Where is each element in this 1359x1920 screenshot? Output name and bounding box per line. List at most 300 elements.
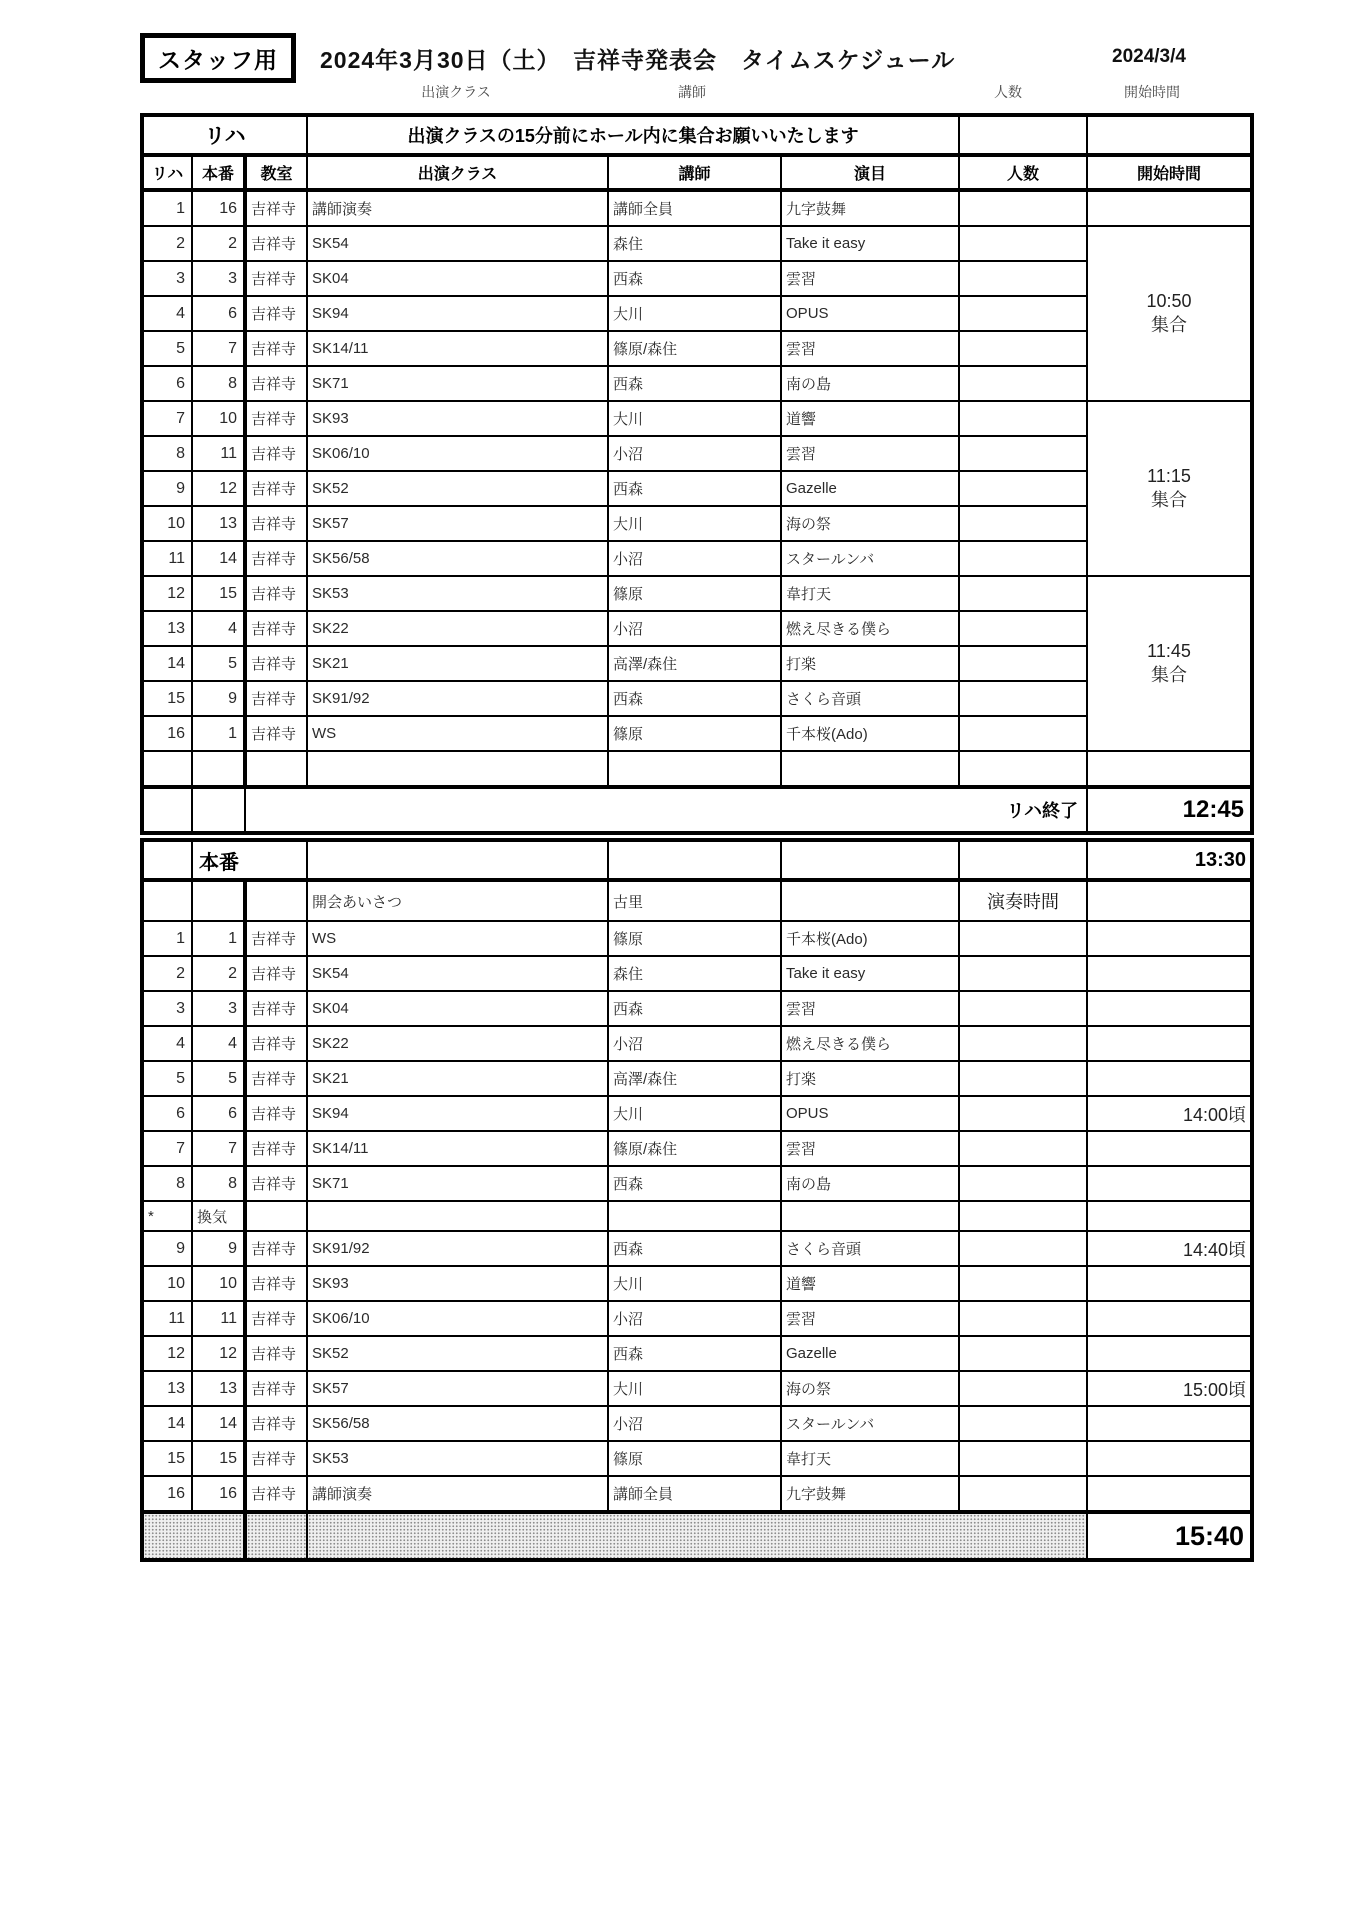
cell-order-no2: 4 <box>192 1026 245 1061</box>
cell-class: WS <box>307 921 608 956</box>
rehearsal-section-label: リハ <box>142 115 307 155</box>
cell-count <box>959 261 1087 296</box>
rehearsal-row <box>142 471 1252 506</box>
cell-riha-no: 4 <box>142 296 192 331</box>
cell-order-no: 13 <box>142 1371 192 1406</box>
rehearsal-row <box>142 190 1252 226</box>
cell-order-no2: 2 <box>192 956 245 991</box>
cell-empty <box>192 787 245 833</box>
cell-teacher: 森住 <box>608 956 781 991</box>
cell-class: SK04 <box>307 261 608 296</box>
cell-honban-no: 2 <box>192 226 245 261</box>
final-row <box>142 1512 1252 1560</box>
rehearsal-end-label: リハ終了 <box>245 787 1087 833</box>
cell-class: SK14/11 <box>307 1131 608 1166</box>
cell-empty <box>781 751 959 787</box>
rehearsal-row <box>142 541 1252 576</box>
cell-order-no2: 8 <box>192 1166 245 1201</box>
staff-label-box: スタッフ用 <box>140 33 296 83</box>
cell-teacher: 西森 <box>608 1231 781 1266</box>
cell-teacher: 篠原/森住 <box>608 331 781 366</box>
cell-room: 吉祥寺 <box>245 681 307 716</box>
cell-teacher: 篠原 <box>608 576 781 611</box>
cell-class: 講師演奏 <box>307 1476 608 1512</box>
cell-duration <box>959 991 1087 1026</box>
cell-room: 吉祥寺 <box>245 1026 307 1061</box>
cell-room: 吉祥寺 <box>245 1406 307 1441</box>
cell-piece: 海の祭 <box>781 1371 959 1406</box>
cell-empty <box>1087 751 1252 787</box>
cell-honban-no: 11 <box>192 436 245 471</box>
col-header-class: 出演クラス <box>307 155 608 190</box>
cell-piece: スタールンバ <box>781 541 959 576</box>
cell-class: SK71 <box>307 366 608 401</box>
cell-piece: 打楽 <box>781 1061 959 1096</box>
performance-row <box>142 1026 1252 1061</box>
performance-row <box>142 1096 1252 1131</box>
cell-room: 吉祥寺 <box>245 506 307 541</box>
cell-order-no2: 13 <box>192 1371 245 1406</box>
cell-riha-no: 13 <box>142 611 192 646</box>
cell-riha-no: 2 <box>142 226 192 261</box>
cell-class: SK21 <box>307 646 608 681</box>
cell-count <box>959 576 1087 611</box>
col-header-room: 教室 <box>245 155 307 190</box>
cell-class: SK22 <box>307 1026 608 1061</box>
cell-start-time: 15:00頃 <box>1087 1371 1252 1406</box>
cell-duration <box>959 1231 1087 1266</box>
cell-teacher: 西森 <box>608 1166 781 1201</box>
rehearsal-end-time: 12:45 <box>1087 787 1252 833</box>
cell-empty <box>781 840 959 880</box>
cell-start-time <box>1087 190 1252 226</box>
cell-teacher: 大川 <box>608 1371 781 1406</box>
rehearsal-row <box>142 366 1252 401</box>
cell-honban-no: 9 <box>192 681 245 716</box>
cell-teacher: 西森 <box>608 1336 781 1371</box>
cell-order-no: 15 <box>142 1441 192 1476</box>
performance-start-time: 13:30 <box>1087 840 1252 880</box>
cell-piece: 海の祭 <box>781 506 959 541</box>
cell-teacher: 西森 <box>608 681 781 716</box>
rehearsal-rows <box>142 190 1252 787</box>
opening-greeting: 開会あいさつ <box>307 880 608 921</box>
cell-duration <box>959 1061 1087 1096</box>
cell-empty <box>192 751 245 787</box>
rehearsal-row <box>142 296 1252 331</box>
cell-riha-no: 3 <box>142 261 192 296</box>
cell-order-no: 10 <box>142 1266 192 1301</box>
cell-piece: Gazelle <box>781 471 959 506</box>
floating-label-teacher: 講師 <box>678 84 706 100</box>
cell-empty <box>245 1201 307 1231</box>
cell-piece: 雲習 <box>781 261 959 296</box>
rehearsal-row <box>142 331 1252 366</box>
cell-room: 吉祥寺 <box>245 1371 307 1406</box>
floating-label-class: 出演クラス <box>421 84 491 100</box>
start-time-value: 11:45 <box>1147 641 1191 662</box>
cell-start-time <box>1087 1336 1252 1371</box>
performance-row <box>142 1301 1252 1336</box>
cell-count <box>959 681 1087 716</box>
rehearsal-row <box>142 506 1252 541</box>
cell-duration <box>959 1301 1087 1336</box>
rehearsal-row <box>142 716 1252 751</box>
cell-honban-no: 12 <box>192 471 245 506</box>
rehearsal-footer <box>142 787 1252 833</box>
cell-class: 講師演奏 <box>307 190 608 226</box>
performance-row <box>142 1406 1252 1441</box>
cell-order-no: 14 <box>142 1406 192 1441</box>
rehearsal-row <box>142 646 1252 681</box>
cell-class: SK57 <box>307 506 608 541</box>
cell-order-no: 9 <box>142 1231 192 1266</box>
performance-section-label: 本番 <box>192 840 307 880</box>
cell-order-no: 6 <box>142 1096 192 1131</box>
cell-order-no: 3 <box>142 991 192 1026</box>
rehearsal-row <box>142 611 1252 646</box>
cell-order-no: 4 <box>142 1026 192 1061</box>
cell-teacher: 西森 <box>608 261 781 296</box>
cell-order-no2: 1 <box>192 921 245 956</box>
cell-empty <box>959 840 1087 880</box>
cell-order-no: 2 <box>142 956 192 991</box>
cell-start-time <box>1087 1266 1252 1301</box>
cell-room: 吉祥寺 <box>245 1096 307 1131</box>
cell-piece: 九字鼓舞 <box>781 1476 959 1512</box>
cell-start-time <box>1087 1166 1252 1201</box>
cell-order-no2: 11 <box>192 1301 245 1336</box>
cell-piece: Gazelle <box>781 1336 959 1371</box>
floating-label-count: 人数 <box>994 84 1022 100</box>
cell-piece: 雲習 <box>781 991 959 1026</box>
cell-piece: さくら音頭 <box>781 681 959 716</box>
performance-row <box>142 1371 1252 1406</box>
cell-room: 吉祥寺 <box>245 1131 307 1166</box>
performance-table <box>140 838 1254 1562</box>
cell-start-time-group <box>1087 576 1252 751</box>
cell-teacher: 西森 <box>608 366 781 401</box>
cell-room: 吉祥寺 <box>245 1301 307 1336</box>
cell-riha-no: 11 <box>142 541 192 576</box>
rehearsal-column-headers <box>142 155 1252 190</box>
cell-piece: 韋打天 <box>781 576 959 611</box>
cell-teacher: 篠原/森住 <box>608 1131 781 1166</box>
cell-teacher: 小沼 <box>608 1026 781 1061</box>
cell-start-time <box>1087 1061 1252 1096</box>
cell-count <box>959 506 1087 541</box>
cell-empty <box>608 751 781 787</box>
cell-start-time-group <box>1087 401 1252 576</box>
cell-room: 吉祥寺 <box>245 1476 307 1512</box>
cell-piece: さくら音頭 <box>781 1231 959 1266</box>
cell-count <box>959 471 1087 506</box>
cell-piece: 九字鼓舞 <box>781 190 959 226</box>
cell-class: SK53 <box>307 1441 608 1476</box>
cell-riha-no: 6 <box>142 366 192 401</box>
cell-empty <box>307 840 608 880</box>
cell-class: SK52 <box>307 1336 608 1371</box>
cell-class: SK04 <box>307 991 608 1026</box>
page-title: 2024年3月30日（土） 吉祥寺発表会 タイムスケジュール <box>320 47 956 73</box>
cell-order-no2: 7 <box>192 1131 245 1166</box>
cell-duration <box>959 1476 1087 1512</box>
cell-teacher: 大川 <box>608 401 781 436</box>
cell-empty <box>307 1201 608 1231</box>
cell-teacher: 小沼 <box>608 1301 781 1336</box>
cell-honban-no: 15 <box>192 576 245 611</box>
cell-start-time <box>1087 1406 1252 1441</box>
cell-piece: 道響 <box>781 401 959 436</box>
cell-teacher: 大川 <box>608 506 781 541</box>
performance-row <box>142 1441 1252 1476</box>
cell-vent-mark: * <box>142 1201 192 1231</box>
cell-order-no: 7 <box>142 1131 192 1166</box>
cell-honban-no: 3 <box>192 261 245 296</box>
start-time-value: 11:15 <box>1147 466 1191 487</box>
cell-start-time <box>1087 1476 1252 1512</box>
cell-count <box>959 436 1087 471</box>
cell-class: SK94 <box>307 296 608 331</box>
performance-row <box>142 1131 1252 1166</box>
performance-footer <box>142 1512 1252 1560</box>
cell-room: 吉祥寺 <box>245 716 307 751</box>
performance-row <box>142 991 1252 1026</box>
col-header-count: 人数 <box>959 155 1087 190</box>
cell-duration <box>959 1371 1087 1406</box>
performance-row <box>142 1166 1252 1201</box>
start-time-note: 集合 <box>1151 489 1188 510</box>
start-time-value: 10:50 <box>1146 291 1192 312</box>
cell-class: SK56/58 <box>307 541 608 576</box>
cell-count <box>959 296 1087 331</box>
cell-order-no: 12 <box>142 1336 192 1371</box>
cell-riha-no: 8 <box>142 436 192 471</box>
cell-room: 吉祥寺 <box>245 1336 307 1371</box>
col-header-riha: リハ <box>142 155 192 190</box>
cell-class: SK54 <box>307 226 608 261</box>
ventilation-row <box>142 1201 1252 1231</box>
cell-class: SK94 <box>307 1096 608 1131</box>
col-header-start: 開始時間 <box>1087 155 1252 190</box>
cell-duration <box>959 1266 1087 1301</box>
performance-row <box>142 1476 1252 1512</box>
performance-row <box>142 1336 1252 1371</box>
cell-empty <box>245 751 307 787</box>
cell-class: SK21 <box>307 1061 608 1096</box>
cell-teacher: 森住 <box>608 226 781 261</box>
cell-class: SK93 <box>307 1266 608 1301</box>
cell-honban-no: 6 <box>192 296 245 331</box>
cell-room: 吉祥寺 <box>245 1231 307 1266</box>
cell-teacher: 大川 <box>608 1096 781 1131</box>
rehearsal-row <box>142 436 1252 471</box>
cell-empty <box>959 1201 1087 1231</box>
cell-duration <box>959 1166 1087 1201</box>
cell-room: 吉祥寺 <box>245 956 307 991</box>
cell-order-no: 8 <box>142 1166 192 1201</box>
cell-empty <box>1087 115 1252 155</box>
floating-label-start: 開始時間 <box>1124 84 1180 100</box>
cell-order-no: 1 <box>142 921 192 956</box>
cell-order-no2: 15 <box>192 1441 245 1476</box>
cell-duration <box>959 956 1087 991</box>
cell-teacher: 大川 <box>608 1266 781 1301</box>
cell-teacher: 篠原 <box>608 1441 781 1476</box>
cell-teacher: 高澤/森住 <box>608 646 781 681</box>
cell-teacher: 篠原 <box>608 921 781 956</box>
start-time-note: 集合 <box>1151 314 1188 335</box>
col-header-honban: 本番 <box>192 155 245 190</box>
rehearsal-row <box>142 401 1252 436</box>
cell-order-no2: 3 <box>192 991 245 1026</box>
opening-row <box>142 880 1252 921</box>
cell-duration <box>959 1406 1087 1441</box>
performance-row <box>142 1231 1252 1266</box>
cell-room: 吉祥寺 <box>245 611 307 646</box>
cell-piece: Take it easy <box>781 226 959 261</box>
col-header-teacher: 講師 <box>608 155 781 190</box>
cell-order-no2: 14 <box>192 1406 245 1441</box>
cell-count <box>959 226 1087 261</box>
cell-empty <box>142 880 192 921</box>
cell-class: SK57 <box>307 1371 608 1406</box>
cell-empty <box>142 787 192 833</box>
cell-empty <box>142 751 192 787</box>
cell-order-no: 5 <box>142 1061 192 1096</box>
cell-teacher: 講師全員 <box>608 1476 781 1512</box>
cell-count <box>959 366 1087 401</box>
cell-order-no: 11 <box>142 1301 192 1336</box>
cell-teacher: 大川 <box>608 296 781 331</box>
cell-count <box>959 611 1087 646</box>
cell-order-no: 16 <box>142 1476 192 1512</box>
cell-duration <box>959 1441 1087 1476</box>
cell-empty <box>781 880 959 921</box>
hatched-cell <box>142 1512 245 1560</box>
cell-room: 吉祥寺 <box>245 226 307 261</box>
cell-start-time <box>1087 1441 1252 1476</box>
cell-order-no2: 12 <box>192 1336 245 1371</box>
cell-piece: 雲習 <box>781 331 959 366</box>
cell-room: 吉祥寺 <box>245 331 307 366</box>
cell-teacher: 小沼 <box>608 541 781 576</box>
cell-honban-no: 14 <box>192 541 245 576</box>
cell-count <box>959 716 1087 751</box>
cell-room: 吉祥寺 <box>245 296 307 331</box>
cell-piece: Take it easy <box>781 956 959 991</box>
performance-band-row <box>142 840 1252 880</box>
rehearsal-end-row <box>142 787 1252 833</box>
performance-row <box>142 921 1252 956</box>
cell-piece: 燃え尽きる僕ら <box>781 1026 959 1061</box>
cell-empty <box>608 1201 781 1231</box>
cell-piece: OPUS <box>781 296 959 331</box>
cell-count <box>959 646 1087 681</box>
cell-start-time <box>1087 1026 1252 1061</box>
cell-count <box>959 190 1087 226</box>
cell-class: SK71 <box>307 1166 608 1201</box>
cell-teacher: 小沼 <box>608 611 781 646</box>
cell-riha-no: 16 <box>142 716 192 751</box>
cell-riha-no: 12 <box>142 576 192 611</box>
cell-piece: 韋打天 <box>781 1441 959 1476</box>
cell-room: 吉祥寺 <box>245 646 307 681</box>
cell-teacher: 篠原 <box>608 716 781 751</box>
cell-room: 吉祥寺 <box>245 1166 307 1201</box>
cell-class: SK93 <box>307 401 608 436</box>
cell-empty <box>142 840 192 880</box>
cell-room: 吉祥寺 <box>245 541 307 576</box>
cell-honban-no: 10 <box>192 401 245 436</box>
cell-riha-no: 10 <box>142 506 192 541</box>
cell-duration <box>959 1096 1087 1131</box>
cell-piece: スタールンバ <box>781 1406 959 1441</box>
cell-empty <box>307 751 608 787</box>
cell-empty <box>608 840 781 880</box>
cell-class: SK22 <box>307 611 608 646</box>
cell-class: SK53 <box>307 576 608 611</box>
cell-class: SK91/92 <box>307 1231 608 1266</box>
cell-class: SK14/11 <box>307 331 608 366</box>
cell-piece: 雲習 <box>781 1131 959 1166</box>
cell-class: SK06/10 <box>307 436 608 471</box>
cell-piece: 雲習 <box>781 436 959 471</box>
duration-column-label: 演奏時間 <box>959 880 1087 921</box>
performance-final-time: 15:40 <box>1087 1512 1252 1560</box>
rehearsal-empty-row <box>142 751 1252 787</box>
cell-honban-no: 5 <box>192 646 245 681</box>
col-header-piece: 演目 <box>781 155 959 190</box>
cell-class: SK52 <box>307 471 608 506</box>
cell-piece: 千本桜(Ado) <box>781 716 959 751</box>
cell-order-no2: 6 <box>192 1096 245 1131</box>
cell-order-no2: 16 <box>192 1476 245 1512</box>
cell-room: 吉祥寺 <box>245 991 307 1026</box>
cell-teacher: 小沼 <box>608 1406 781 1441</box>
cell-piece: 打楽 <box>781 646 959 681</box>
cell-riha-no: 14 <box>142 646 192 681</box>
cell-class: WS <box>307 716 608 751</box>
rehearsal-row <box>142 261 1252 296</box>
cell-room: 吉祥寺 <box>245 576 307 611</box>
rehearsal-header <box>142 115 1252 190</box>
cell-start-time <box>1087 921 1252 956</box>
cell-empty <box>1087 1201 1252 1231</box>
rehearsal-table <box>140 113 1254 835</box>
revision-date: 2024/3/4 <box>1112 46 1186 67</box>
cell-count <box>959 401 1087 436</box>
cell-duration <box>959 1026 1087 1061</box>
cell-order-no2: 10 <box>192 1266 245 1301</box>
cell-start-time: 14:00頃 <box>1087 1096 1252 1131</box>
cell-start-time <box>1087 956 1252 991</box>
cell-room: 吉祥寺 <box>245 1441 307 1476</box>
cell-class: SK06/10 <box>307 1301 608 1336</box>
cell-riha-no: 15 <box>142 681 192 716</box>
cell-honban-no: 13 <box>192 506 245 541</box>
cell-count <box>959 541 1087 576</box>
cell-duration <box>959 1131 1087 1166</box>
cell-empty <box>959 751 1087 787</box>
cell-riha-no: 1 <box>142 190 192 226</box>
cell-teacher: 講師全員 <box>608 190 781 226</box>
cell-piece: 道響 <box>781 1266 959 1301</box>
cell-piece: 南の島 <box>781 1166 959 1201</box>
cell-empty <box>245 880 307 921</box>
performance-header <box>142 840 1252 921</box>
cell-piece: 雲習 <box>781 1301 959 1336</box>
